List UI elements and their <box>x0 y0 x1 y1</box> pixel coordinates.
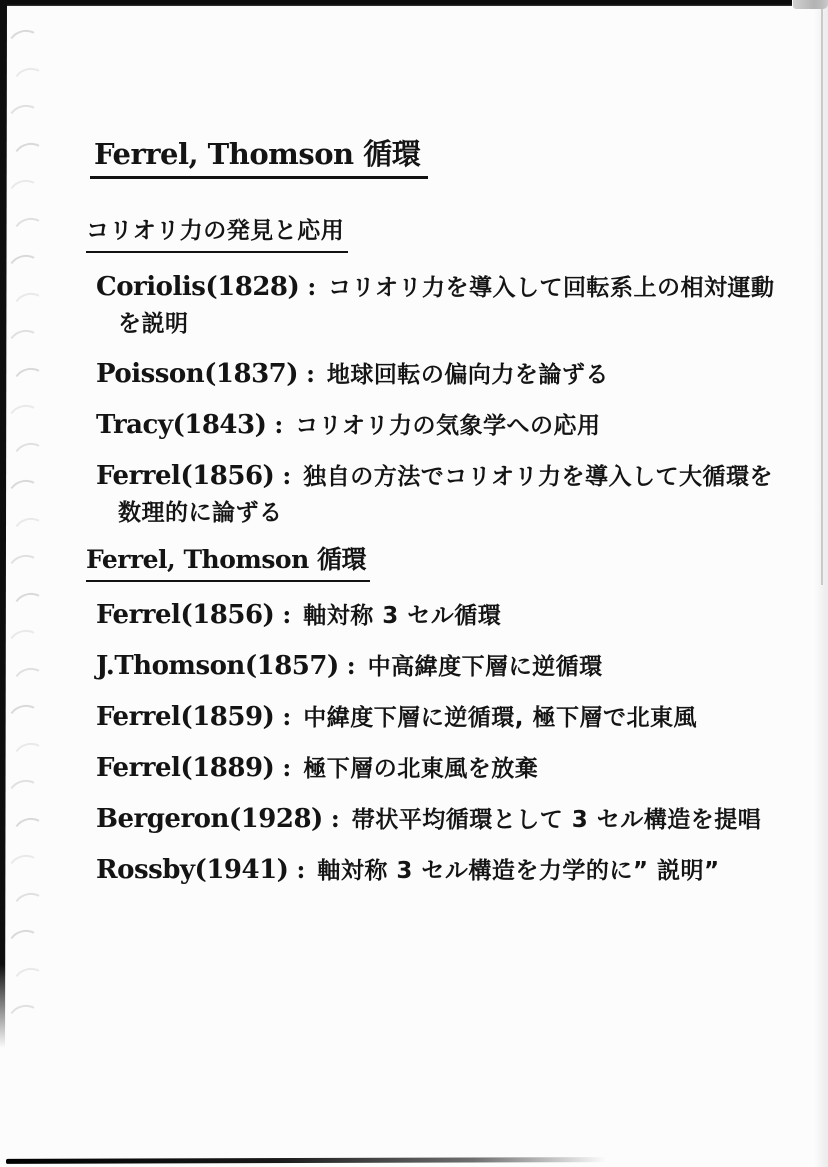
entry-author-year: Ferrel(1856) <box>96 600 275 630</box>
entry-colon: : <box>306 359 315 388</box>
entry-colon: : <box>274 410 284 439</box>
entry-description: 中高緯度下層に逆循環 <box>367 654 603 680</box>
entry-author-year: Tracy(1843) <box>96 410 267 440</box>
entry-author-year: Ferrel(1859) <box>96 702 275 732</box>
page-title: Ferrel, Thomson 循環 <box>90 136 428 179</box>
timeline-entry <box>96 597 828 634</box>
timeline-entry <box>96 699 828 736</box>
scan-bottom-streak <box>6 1157 606 1164</box>
binder-hole-mark <box>10 964 50 1001</box>
entry-description: 軸対称 3 セル構造を力学的に” 説明” <box>317 858 720 884</box>
entry-author-year: Coriolis(1828) <box>96 272 300 302</box>
entry-description: コリオリ力を導入して回転系上の相対運動 <box>328 275 775 301</box>
timeline-entry <box>96 269 828 342</box>
entry-line <box>96 458 828 495</box>
entry-description: 中緯度下層に逆循環, 極下層で北東風 <box>303 705 697 731</box>
timeline-entry <box>96 407 828 444</box>
entry-description: 極下層の北東風を放棄 <box>303 756 539 782</box>
entry-description: 独自の方法でコリオリ力を導入して大循環を <box>303 464 774 490</box>
entry-description-continued: 数理的に論ずる <box>118 500 283 526</box>
entry-author-year: Bergeron(1928) <box>96 804 323 834</box>
entry-line <box>96 801 828 838</box>
timeline-entry <box>96 801 828 838</box>
entry-line <box>96 750 828 787</box>
timeline-entry <box>96 458 828 531</box>
section-2-heading-row <box>86 545 828 582</box>
timeline-entry <box>96 648 828 685</box>
section-1-heading-row <box>86 216 828 253</box>
section-2-heading: Ferrel, Thomson 循環 <box>86 545 370 582</box>
binder-hole-mark <box>10 889 50 926</box>
entry-colon: : <box>346 651 356 680</box>
timeline-entry <box>96 852 828 889</box>
entry-author-year: Poisson(1837) <box>96 359 299 389</box>
timeline-entry <box>96 750 828 787</box>
entry-line <box>96 597 828 634</box>
entry-colon: : <box>307 272 317 301</box>
entry-line <box>96 407 828 444</box>
timeline-entry <box>96 356 828 393</box>
entry-author-year: J.Thomson(1857) <box>96 651 339 681</box>
entry-colon: : <box>282 600 292 629</box>
entry-author-year: Ferrel(1889) <box>96 753 275 783</box>
entry-line <box>96 852 828 889</box>
entry-description: 帯状平均循環として 3 セル構造を提唱 <box>351 807 762 833</box>
entry-author-year: Rossby(1941) <box>96 855 289 885</box>
entry-description: 地球回転の偏向力を論ずる <box>326 362 609 388</box>
entry-colon: : <box>282 702 292 731</box>
entry-colon: : <box>282 461 292 490</box>
binder-hole-mark <box>5 926 45 963</box>
entry-colon: : <box>330 804 340 833</box>
entry-line <box>96 356 828 393</box>
entry-line <box>96 648 828 685</box>
entry-author-year: Ferrel(1856) <box>96 461 275 491</box>
entry-line <box>96 269 828 306</box>
section-1-heading: コリオリ力の発見と応用 <box>86 216 348 253</box>
entry-colon: : <box>282 753 292 782</box>
entry-colon: : <box>296 855 306 884</box>
entry-description: コリオリ力の気象学への応用 <box>295 413 601 439</box>
entry-description-continued: を説明 <box>118 311 189 337</box>
entry-line <box>96 699 828 736</box>
entry-description: 軸対称 3 セル循環 <box>303 603 502 629</box>
binder-hole-mark <box>5 1001 45 1038</box>
